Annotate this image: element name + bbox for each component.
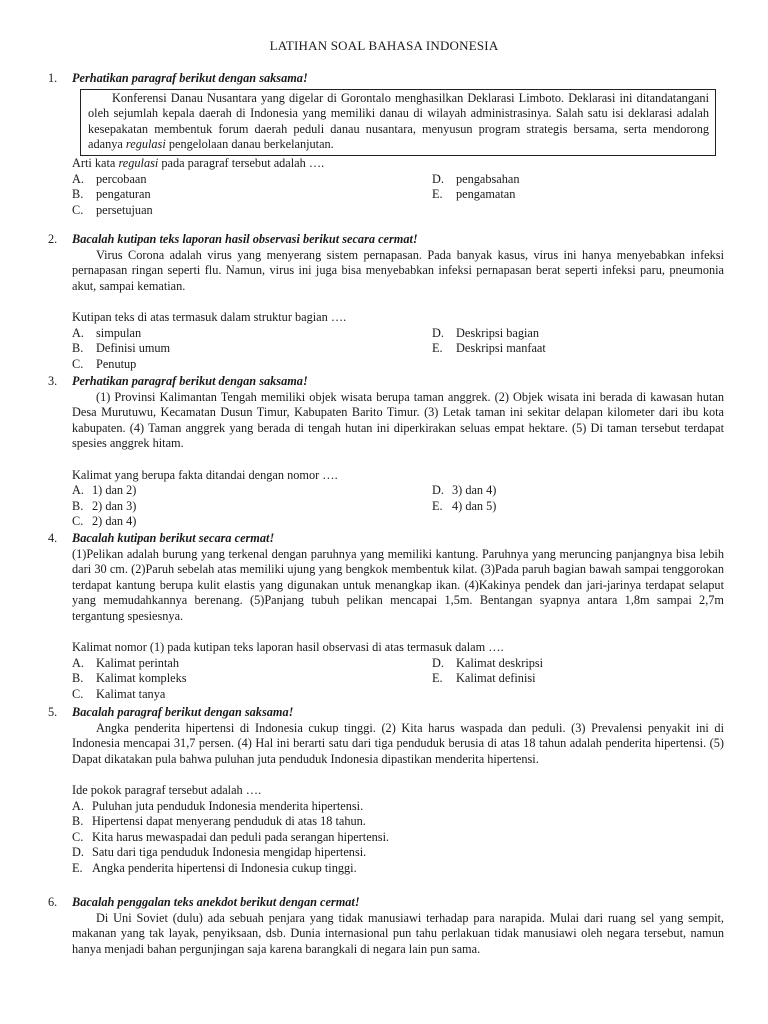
option-text: Angka penderita hipertensi di Indonesia cukup tinggi. [92, 860, 357, 875]
option-text: 3) dan 4) [452, 483, 497, 498]
option-b[interactable] [72, 187, 432, 203]
option-a[interactable] [72, 172, 432, 188]
question-heading: Bacalah kutipan berikut secara cermat! [72, 531, 275, 545]
option-d[interactable] [432, 172, 722, 188]
option-b[interactable] [72, 499, 432, 515]
option-letter: C. [72, 829, 84, 844]
option-letter: D. [432, 655, 444, 670]
option-text: 4) dan 5) [452, 498, 497, 513]
option-text: persetujuan [96, 202, 153, 217]
option-e[interactable] [432, 187, 722, 203]
option-c[interactable] [72, 687, 432, 703]
option-e[interactable] [432, 499, 722, 515]
question-prompt: Kalimat nomor (1) pada kutipan teks laporan hasil observasi di atas termasuk dalam …. [72, 640, 504, 655]
option-letter: E. [432, 498, 443, 513]
option-letter: C. [72, 514, 84, 529]
option-e[interactable] [432, 671, 722, 687]
option-text: 2) dan 4) [92, 514, 137, 529]
question-prompt: Kalimat yang berupa fakta ditandai dengan nomor …. [72, 467, 338, 482]
option-b[interactable] [72, 814, 724, 830]
option-text: Kalimat deskripsi [456, 655, 544, 670]
option-letter: B. [72, 498, 84, 513]
option-d[interactable] [432, 326, 722, 342]
question-heading: Perhatikan paragraf berikut dengan saksama! [72, 374, 308, 388]
question-number: 6. [48, 895, 58, 909]
option-text: pengamatan [456, 187, 516, 202]
passage-italic-term: regulasi [125, 137, 166, 152]
option-letter: A. [72, 655, 84, 670]
answer-options [72, 483, 724, 530]
passage-text-end: pengelolaan danau berkelanjutan. [165, 137, 334, 152]
reading-passage-box [80, 89, 716, 156]
option-text: Deskripsi bagian [456, 325, 539, 340]
option-c[interactable] [72, 830, 724, 846]
question-prompt: Ide pokok paragraf tersebut adalah …. [72, 782, 262, 797]
option-letter: B. [72, 341, 84, 356]
question-heading: Perhatikan paragraf berikut dengan saksama! [72, 71, 308, 85]
option-letter: D. [432, 325, 444, 340]
question-3 [48, 374, 724, 530]
option-text: 2) dan 3) [92, 498, 137, 513]
option-a[interactable] [72, 326, 432, 342]
question-4 [48, 531, 724, 703]
option-text: Kalimat perintah [96, 655, 179, 670]
question-heading: Bacalah paragraf berikut dengan saksama! [72, 705, 294, 719]
question-number: 1. [48, 71, 58, 85]
question-heading: Bacalah kutipan teks laporan hasil observasi berikut secara cermat! [72, 232, 418, 246]
question-number: 3. [48, 374, 58, 388]
answer-options [72, 326, 724, 373]
option-letter: E. [432, 187, 443, 202]
option-d[interactable] [72, 845, 724, 861]
answer-options [72, 656, 724, 703]
page-title: LATIHAN SOAL BAHASA INDONESIA [269, 38, 499, 53]
option-e[interactable] [72, 861, 724, 877]
option-a[interactable] [72, 799, 724, 815]
option-e[interactable] [432, 341, 722, 357]
option-text: pengaturan [96, 187, 151, 202]
option-letter: A. [72, 798, 84, 813]
answer-options [72, 799, 724, 877]
option-text: Satu dari tiga penduduk Indonesia mengidap hipertensi. [92, 845, 367, 860]
option-text: simpulan [96, 325, 142, 340]
option-b[interactable] [72, 671, 432, 687]
option-letter: A. [72, 483, 84, 498]
option-letter: C. [72, 686, 84, 701]
question-number: 5. [48, 705, 58, 719]
option-text: Kalimat definisi [456, 671, 536, 686]
option-letter: B. [72, 187, 84, 202]
option-letter: C. [72, 202, 84, 217]
question-number: 4. [48, 531, 58, 545]
option-text: Puluhan juta penduduk Indonesia menderita hipertensi. [92, 798, 364, 813]
option-c[interactable] [72, 357, 432, 373]
question-prompt [72, 156, 724, 172]
option-a[interactable] [72, 483, 432, 499]
prompt-text-end: pada paragraf tersebut adalah …. [158, 155, 325, 170]
option-text: 1) dan 2) [92, 483, 137, 498]
passage-text: Konferensi Danau Nusantara yang digelar di Gorontalo menghasilkan Deklarasi Limboto. Deklarasi ini ditandatangani oleh sejumlah kepala daerah di Indonesia yang memiliki danau di wilayah administrasinya. Salah satu isi deklarasi adalah kesepakatan membentuk forum daerah peduli danau nusantara, menyusun program strategis bersama, serta mendorong adanya [88, 90, 709, 152]
option-text: percobaan [96, 171, 147, 186]
option-text: Kalimat tanya [96, 686, 166, 701]
question-prompt: Kutipan teks di atas termasuk dalam struktur bagian …. [72, 309, 347, 324]
option-letter: A. [72, 325, 84, 340]
option-letter: D. [72, 845, 84, 860]
question-2 [48, 232, 724, 372]
option-letter: B. [72, 814, 84, 829]
option-text: Penutup [96, 356, 137, 371]
prompt-text: Arti kata [72, 155, 119, 170]
option-letter: C. [72, 356, 84, 371]
option-text: Definisi umum [96, 341, 171, 356]
reading-passage: (1)Pelikan adalah burung yang terkenal dengan paruhnya yang memiliki kantung. Paruhnya yang meruncing panjangnya bisa lebih dari 30 cm. (2)Paruh sebelah atas memiliki ujung yang bengkok membentuk kilat. (3)Pada paruh bagian bawah sampai tenggorokan terdapat kantung berupa kulit elastis yang digunakan untuk menangkap ikan. (4)Kakinya pendek dan jari-jarinya terdapat selaput yang memudahkannya berenang. (5)Panjang tubuh pelikan mencapai 1,5m. Bentangan syapnya antara 1,8m sampai 2,7m tergantung spesiesnya. [72, 546, 724, 623]
option-c[interactable] [72, 203, 432, 219]
option-text: Kalimat kompleks [96, 671, 187, 686]
reading-passage: (1) Provinsi Kalimantan Tengah memiliki objek wisata berupa taman anggrek. (2) Objek wisata ini berada di kawasan hutan Desa Murutuwu, Kecamatan Dusun Timur, Kabupaten Barito Timur. (3) Letak taman ini sekitar delapan kilometer dari ibu kota kabupaten. (4) Taman anggrek yang berada di tengah hutan ini diperkirakan seluas empat hektare. (5) Di taman tersebut terdapat spesies anggrek hitam. [72, 389, 724, 451]
option-a[interactable] [72, 656, 432, 672]
option-b[interactable] [72, 341, 432, 357]
option-letter: D. [432, 171, 444, 186]
option-text: Deskripsi manfaat [456, 341, 546, 356]
answer-options [72, 172, 724, 219]
option-letter: D. [432, 483, 444, 498]
option-letter: E. [432, 671, 443, 686]
option-letter: E. [432, 341, 443, 356]
option-c[interactable] [72, 514, 432, 530]
option-letter: A. [72, 171, 84, 186]
prompt-italic-term: regulasi [118, 155, 159, 170]
option-letter: E. [72, 860, 83, 875]
question-heading: Bacalah penggalan teks anekdot berikut dengan cermat! [72, 895, 360, 909]
option-d[interactable] [432, 483, 722, 499]
reading-passage: Angka penderita hipertensi di Indonesia cukup tinggi. (2) Kita harus waspada dan peduli. (3) Prevalensi penyakit ini di Indonesia mencapai 31,7 persen. (4) Hal ini berarti satu dari tiga penduduk berusia di atas 18 tahun adalah penderita hipertensi. (5) Dapat dikatakan pula bahwa puluhan juta penduduk Indonesia dipastikan menderita hipertensi. [72, 720, 724, 766]
question-6 [48, 895, 724, 957]
question-1 [48, 71, 724, 218]
option-text: Kita harus mewaspadai dan peduli pada serangan hipertensi. [92, 829, 390, 844]
reading-passage: Virus Corona adalah virus yang menyerang sistem pernapasan. Pada banyak kasus, virus ini hanya menyebabkan infeksi pernapasan ringan seperti flu. Namun, virus ini juga bisa menyebabkan infeksi pernapasan berat seperti infeksi paru, pneumonia akut, sampai kematian. [72, 247, 724, 293]
option-text: pengabsahan [456, 171, 520, 186]
option-letter: B. [72, 671, 84, 686]
option-d[interactable] [432, 656, 722, 672]
question-number: 2. [48, 232, 58, 246]
reading-passage: Di Uni Soviet (dulu) ada sebuah penjara yang tidak manusiawi terhadap para narapida. Mulai dari ruang sel yang sempit, makanan yang tak layak, penyiksaan, dsb. Dunia internasional pun tahu perlakuan tidak manusiawi oleh negara tersebut, namun hanya menjadi bahan pergunjingan saja karena barangkali di negara lain pun sama. [72, 910, 724, 956]
option-text: Hipertensi dapat menyerang penduduk di atas 18 tahun. [92, 814, 366, 829]
question-5 [48, 705, 724, 877]
